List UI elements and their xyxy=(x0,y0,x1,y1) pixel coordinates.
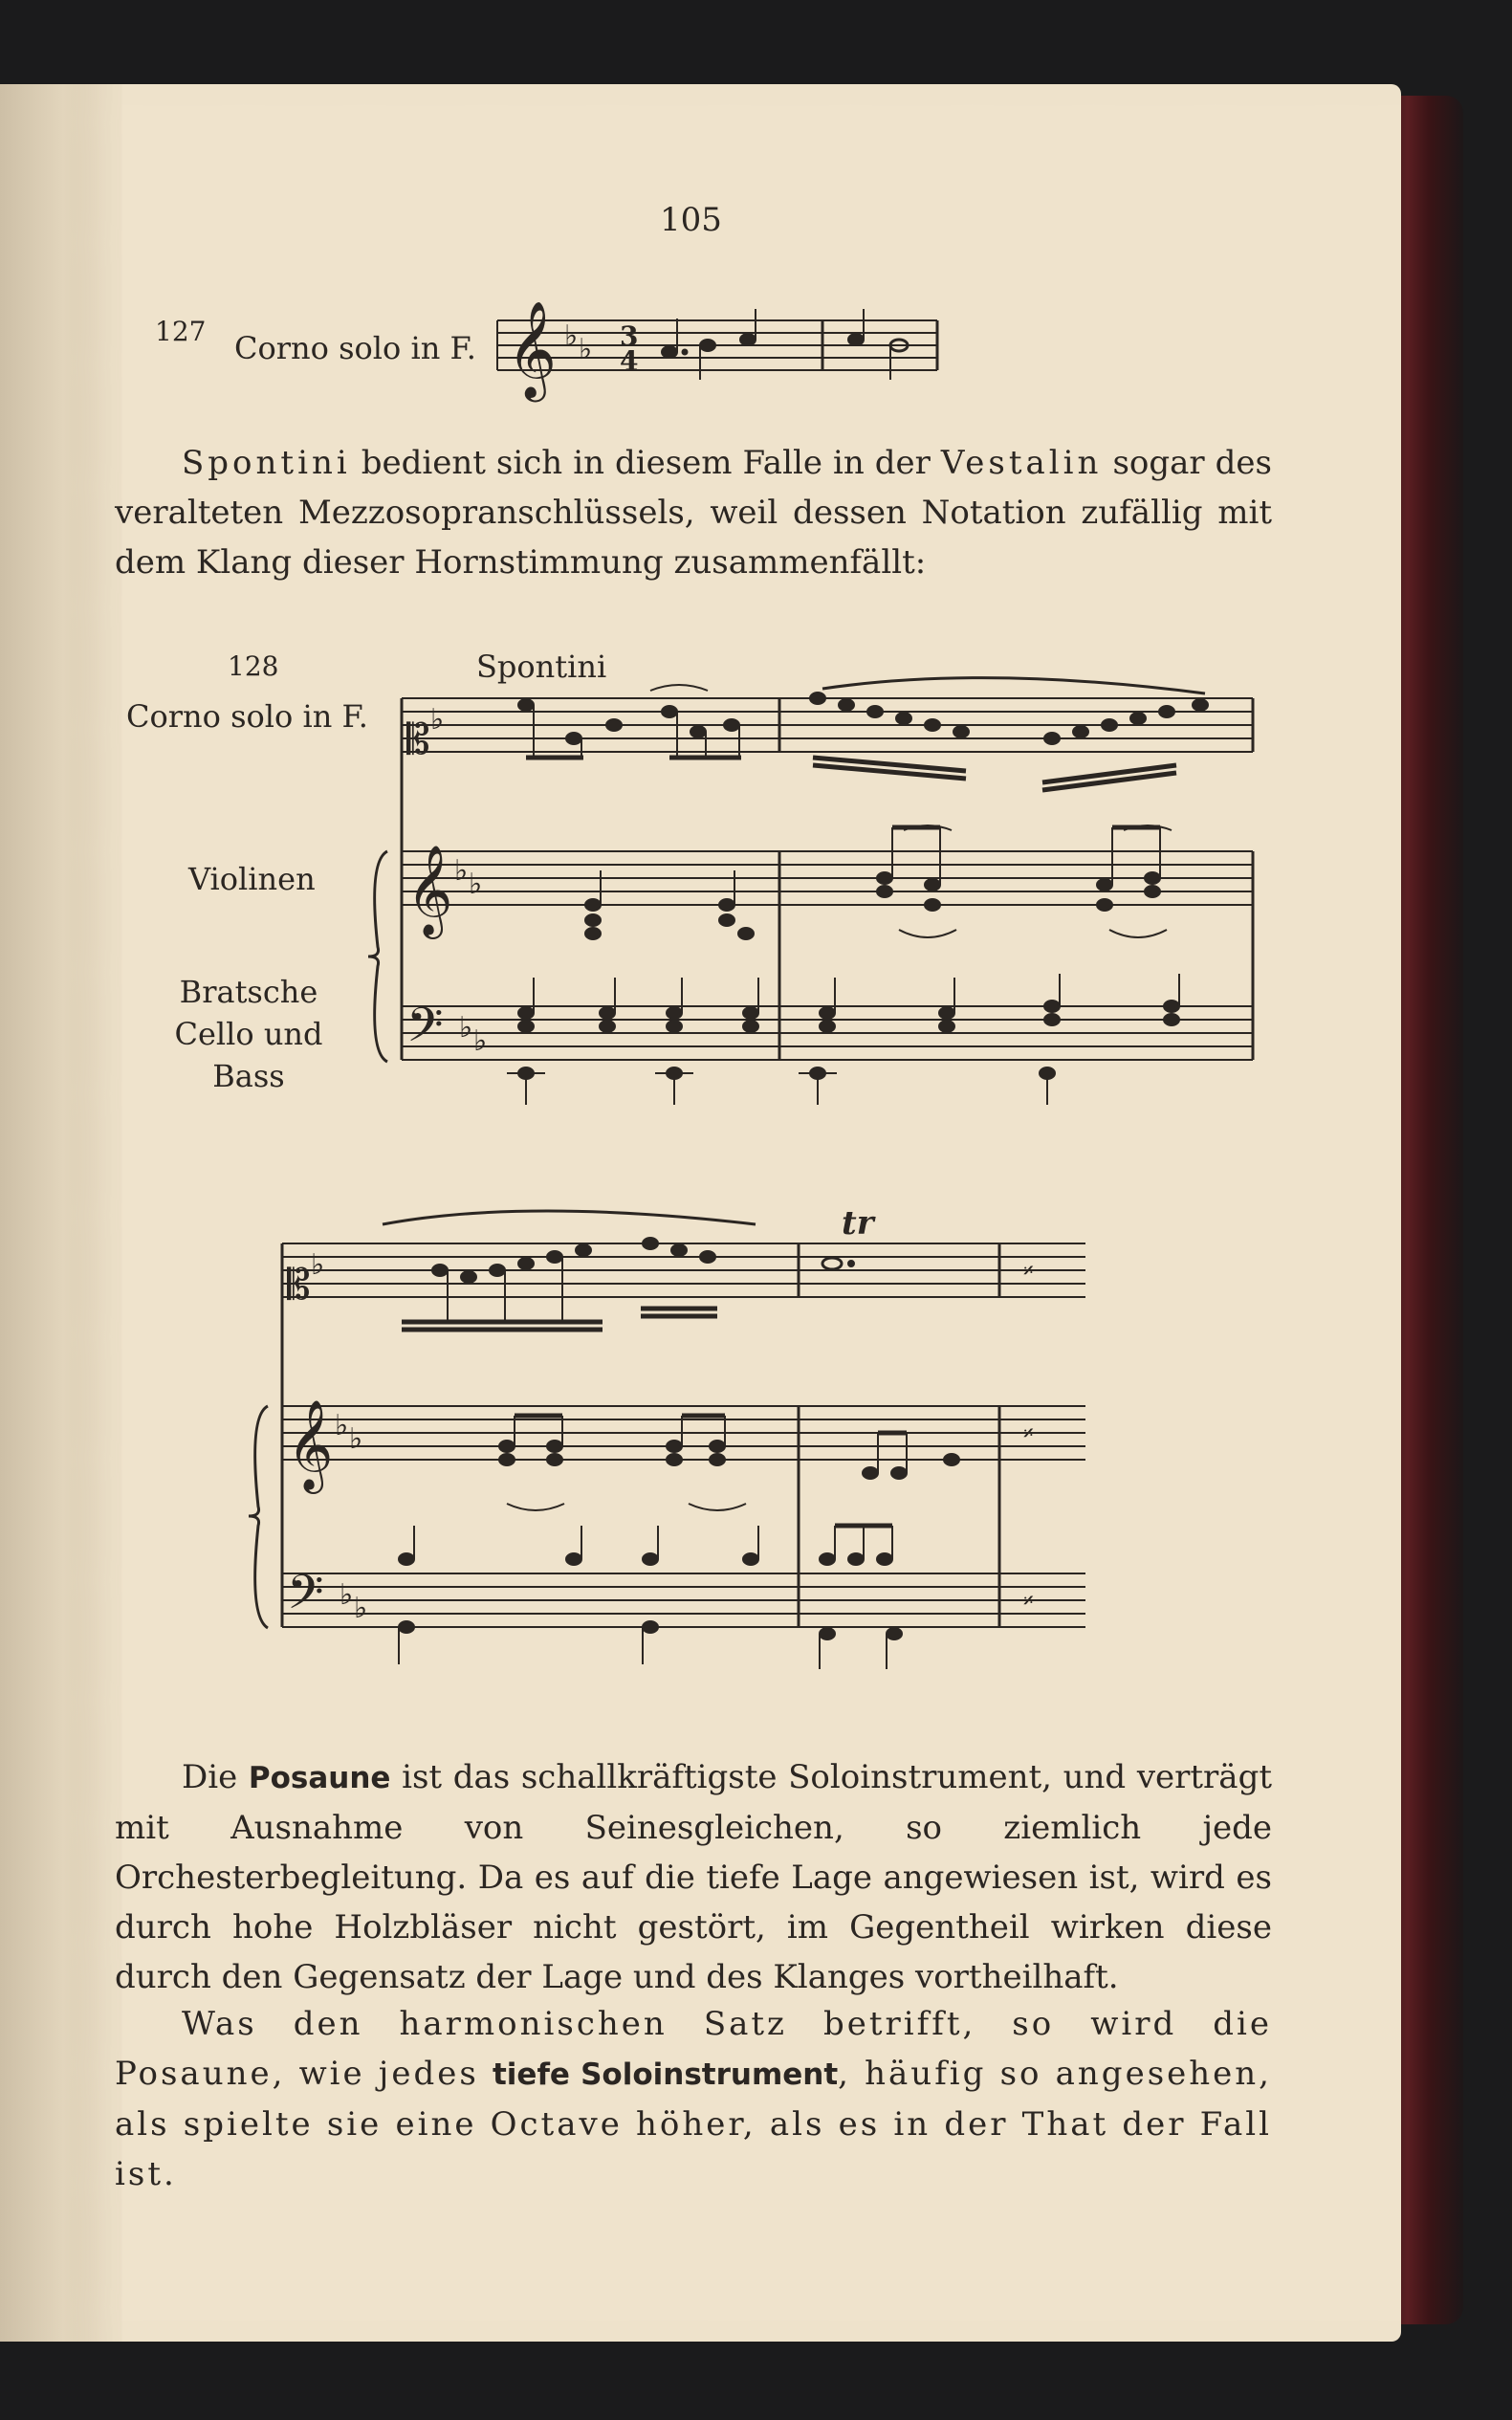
svg-text:♭: ♭ xyxy=(311,1248,325,1282)
composer-spontini: Spontini xyxy=(476,649,607,685)
svg-text:𝄡: 𝄡 xyxy=(406,715,430,764)
paragraph-1-text-b: sogar des veralteten Mezzosopranschlüssels, weil dessen Notation zufällig mit dem Klang dieser Hornstimmung zusammenfällt: xyxy=(115,444,1272,582)
svg-text:♭: ♭ xyxy=(459,1011,473,1045)
paragraph-harmonic xyxy=(115,1999,1272,2199)
svg-text:𝄞: 𝄞 xyxy=(406,845,453,935)
instrument-cello: Cello und xyxy=(174,1016,323,1052)
trill-mark: tr xyxy=(842,1204,874,1243)
score-system-2 xyxy=(239,1196,1100,1693)
example-127-number: 127 xyxy=(155,316,207,347)
instrument-viola: Bratsche xyxy=(179,974,318,1010)
svg-text:𝄎: 𝄎 xyxy=(1023,1422,1034,1446)
paragraph-3-lead: Was den harmonischen Satz betrifft, so wird die Posaune, wie jedes xyxy=(115,2005,1272,2093)
term-tiefe-soloinstrument: tiefe Soloinstrument xyxy=(492,2057,839,2092)
paragraph-spontini xyxy=(115,438,1272,587)
example-128-number: 128 xyxy=(228,650,279,682)
paragraph-posaune xyxy=(115,1752,1272,2002)
svg-text:♭: ♭ xyxy=(579,333,593,366)
svg-text:𝄎: 𝄎 xyxy=(1023,1590,1034,1614)
term-posaune: Posaune xyxy=(248,1761,391,1795)
svg-text:♭: ♭ xyxy=(340,1578,354,1612)
paragraph-2-lead: Die xyxy=(182,1758,238,1796)
svg-text:♭: ♭ xyxy=(469,868,483,901)
instrument-violins: Violinen xyxy=(188,861,316,897)
svg-text:♭: ♭ xyxy=(430,703,445,737)
instrument-bass: Bass xyxy=(212,1058,285,1094)
svg-text:♭: ♭ xyxy=(335,1409,349,1442)
paragraph-1-text-a: bedient sich in diesem Falle in der xyxy=(361,444,931,482)
svg-text:♭: ♭ xyxy=(454,854,469,888)
name-spontini: Spontini xyxy=(182,444,351,482)
svg-text:4: 4 xyxy=(620,345,639,377)
page-gutter xyxy=(0,84,105,2342)
svg-text:𝄢: 𝄢 xyxy=(287,1565,324,1632)
example-127-label: Corno solo in F. xyxy=(234,330,476,366)
svg-text:𝄞: 𝄞 xyxy=(287,1399,334,1490)
instrument-low-strings xyxy=(153,971,344,1097)
svg-text:𝄞: 𝄞 xyxy=(507,299,558,398)
page-number: 105 xyxy=(660,201,722,239)
svg-text:𝄢: 𝄢 xyxy=(406,998,444,1065)
svg-text:♭: ♭ xyxy=(564,319,579,353)
svg-text:𝄡: 𝄡 xyxy=(287,1261,311,1309)
paragraph-3-text: , häufig so angesehen, als spielte sie eine Octave höher, als es in der That der Fall ist. xyxy=(115,2055,1272,2193)
title-vestalin: Vestalin xyxy=(940,444,1103,482)
example-127-staff xyxy=(478,292,947,407)
score-system-1 xyxy=(363,670,1272,1148)
svg-text:♭: ♭ xyxy=(354,1592,368,1625)
paragraph-2-text: ist das schallkräftigste Soloinstrument, und verträgt mit Ausnahme von Seinesgleichen, so ziemlich jede Orchesterbegleitung. Da es auf die tiefe Lage angewiesen ist, wird es durch hohe Holzbläser nicht gestört, im Gegentheil wirken diese durch den Gegensatz der Lage und des Klanges vortheilhaft. xyxy=(115,1758,1273,1996)
svg-text:♭: ♭ xyxy=(349,1422,363,1456)
instrument-horn: Corno solo in F. xyxy=(126,698,368,735)
svg-text:𝄎: 𝄎 xyxy=(1023,1260,1034,1284)
svg-text:♭: ♭ xyxy=(473,1024,488,1058)
svg-text:3: 3 xyxy=(620,320,639,352)
